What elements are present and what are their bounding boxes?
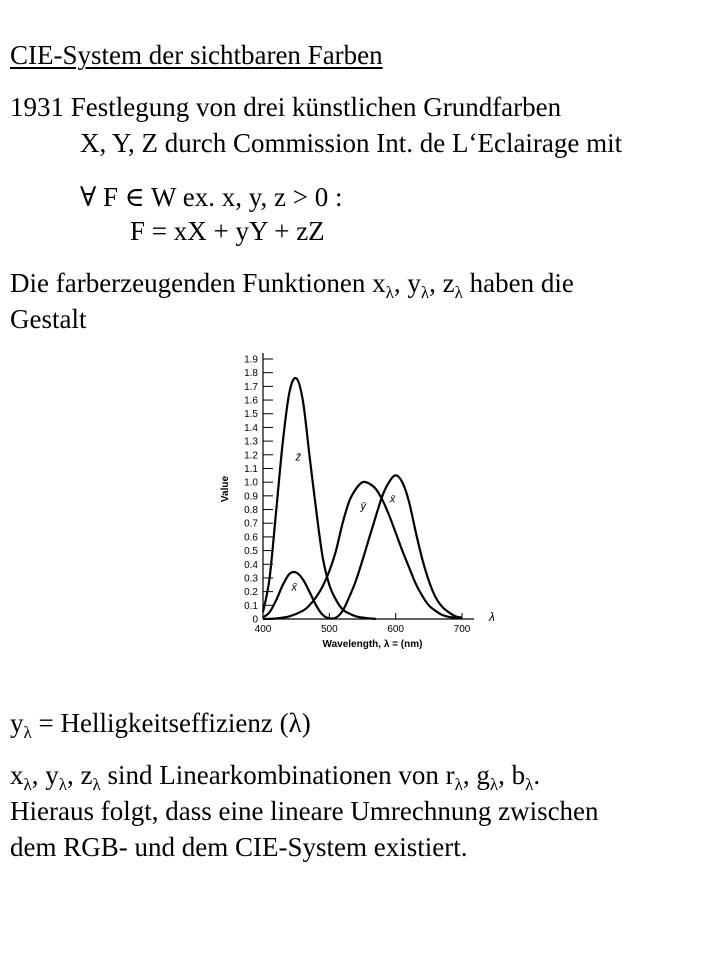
lambda-subscript: λ <box>23 775 32 794</box>
y-tick-label: 0.4 <box>244 559 258 571</box>
linear-a: x <box>10 760 24 790</box>
x-tick-label: 700 <box>453 624 471 635</box>
page-title: CIE-System der sichtbaren Farben <box>10 40 383 70</box>
lambda-subscript: λ <box>454 283 463 302</box>
formula-equation: F = xX + yY + zZ <box>130 216 325 246</box>
y-tick-label: 1.0 <box>244 477 258 489</box>
functions-line-2: Gestalt <box>10 304 87 334</box>
y-tick-label: 1.1 <box>244 463 258 475</box>
series-label-z: z̄ <box>295 451 302 464</box>
linear-line-2: Hieraus folgt, dass eine lineare Umrechnung zwischen <box>10 796 599 826</box>
series-label-x-small: x̄ <box>291 581 298 594</box>
x-axis-end-label: λ <box>489 610 495 624</box>
y-tick-label: 0.5 <box>244 546 258 558</box>
functions-prefix: Die farberzeugenden Funktionen x <box>10 268 386 298</box>
y-tick-label: 1.5 <box>244 409 258 421</box>
lambda-subscript: λ <box>525 775 534 794</box>
linear-e: , g <box>462 760 490 790</box>
y-tick-label: 1.9 <box>244 354 258 366</box>
linear-d: sind Linearkombinationen von r <box>100 760 455 790</box>
y-tick-label: 1.6 <box>244 395 258 407</box>
lambda-subscript: λ <box>58 775 67 794</box>
y-tick-label: 1.2 <box>244 450 258 462</box>
y-tick-label: 1.4 <box>244 422 258 434</box>
lambda-subscript: λ <box>420 283 430 302</box>
y-tick-label: 0.9 <box>244 491 258 503</box>
functions-sep-1: , y <box>393 268 421 298</box>
series-x-bar <box>263 475 462 618</box>
y-tick-label: 0.7 <box>244 518 258 530</box>
linear-line-3: dem RGB- und dem CIE-System existiert. <box>10 832 468 862</box>
series-label-y: ȳ <box>360 500 367 513</box>
y-tick-label: 0 <box>252 614 258 626</box>
lambda-subscript: λ <box>489 775 499 794</box>
x-tick-label: 600 <box>387 624 405 635</box>
y-tick-label: 0.2 <box>244 587 258 599</box>
y-tick-label: 0.8 <box>244 505 258 517</box>
y-tick-label: 1.8 <box>244 368 258 380</box>
intro-text-1: Festlegung von drei künstlichen Grundfarben <box>70 92 562 122</box>
x-tick-label: 400 <box>254 624 272 635</box>
y-tick-label: 0.3 <box>244 573 258 585</box>
lambda-subscript: λ <box>23 723 32 742</box>
y-definition <box>10 708 311 748</box>
intro-line-1 <box>10 92 561 122</box>
functions-sep-2: , z <box>429 268 455 298</box>
y-axis-label: Value <box>220 475 231 503</box>
linear-g: . <box>533 760 541 790</box>
intro-line-2: X, Y, Z durch Commission Int. de L‘Eclairage mit <box>80 128 623 158</box>
lambda-subscript: λ <box>385 283 394 302</box>
year: 1931 <box>10 92 64 122</box>
functions-line-1 <box>10 268 574 308</box>
linear-c: , z <box>67 760 93 790</box>
y-symbol: y <box>10 708 24 738</box>
y-definition-text: = Helligkeitseffizienz (λ) <box>31 708 311 738</box>
series-z-bar <box>263 378 376 619</box>
lambda-subscript: λ <box>92 775 101 794</box>
y-tick-label: 1.3 <box>244 436 258 448</box>
y-tick-label: 0.6 <box>244 532 258 544</box>
y-tick-label: 1.7 <box>244 381 258 393</box>
y-tick-label: 0.1 <box>244 600 258 612</box>
series-label-x-large: x̄ <box>389 493 396 506</box>
color-matching-chart <box>215 345 505 655</box>
x-axis-label: Wavelength, λ = (nm) <box>322 639 423 650</box>
linear-f: , b <box>498 760 526 790</box>
functions-suffix: haben die <box>462 268 574 298</box>
lambda-subscript: λ <box>454 775 463 794</box>
linear-b: , y <box>31 760 59 790</box>
linear-line-1 <box>10 760 540 800</box>
x-tick-label: 500 <box>320 624 338 635</box>
formula-condition: ∀ F ∈ W ex. x, y, z > 0 : <box>80 182 343 212</box>
